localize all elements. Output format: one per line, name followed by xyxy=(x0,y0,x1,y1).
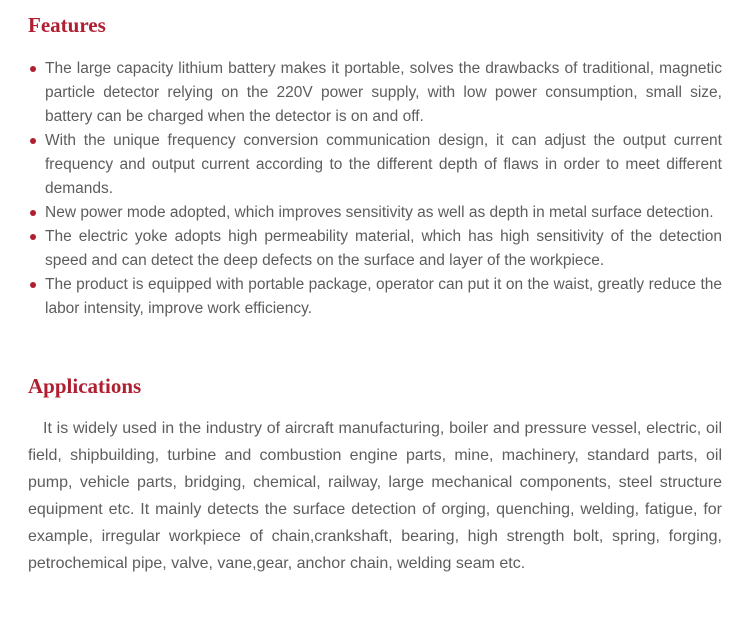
applications-paragraph: It is widely used in the industry of aircraft manufacturing, boiler and pressure vessel, electric, oil field, shipbuilding, turbine and combustion engine parts, mine, machinery, standard parts, oil pump, vehicle parts, bridging, chemical, railway, large mechanical components, steel structure equipment etc. It mainly detects the surface detection of orging, quenching, welding, fatigue, for example, irregular workpiece of chain,crankshaft, bearing, high strength bolt, spring, forging, petrochemical pipe, valve, vane,gear, anchor chain, welding seam etc. xyxy=(28,420,722,572)
feature-item xyxy=(28,225,722,273)
applications-heading: Applications xyxy=(28,374,142,398)
bullet-dot-icon xyxy=(30,282,36,288)
feature-item-text: The product is equipped with portable package, operator can put it on the waist, greatly reduce the labor intensity, improve work efficiency. xyxy=(45,276,722,317)
bullet-dot-icon xyxy=(30,138,36,144)
feature-item-text: The large capacity lithium battery makes it portable, solves the drawbacks of traditional, magnetic particle detector relying on the 220V power supply, with low power consumption, small size, battery can be charged when the detector is on and off. xyxy=(45,60,722,125)
applications-section xyxy=(28,373,722,577)
bullet-dot-icon xyxy=(30,210,36,216)
feature-item xyxy=(28,273,722,321)
feature-item-text: New power mode adopted, which improves sensitivity as well as depth in metal surface detection. xyxy=(45,204,714,221)
bullet-dot-icon xyxy=(30,234,36,240)
feature-item-text: With the unique frequency conversion communication design, it can adjust the output current frequency and output current according to the different depth of flaws in order to meet different demands. xyxy=(45,132,722,197)
features-section xyxy=(28,12,722,321)
feature-item xyxy=(28,57,722,129)
feature-item-text: The electric yoke adopts high permeability material, which has high sensitivity of the detection speed and can detect the deep defects on the surface and layer of the workpiece. xyxy=(45,228,722,269)
feature-item xyxy=(28,201,722,225)
bullet-dot-icon xyxy=(30,66,36,72)
feature-item xyxy=(28,129,722,201)
features-heading: Features xyxy=(28,13,106,37)
features-list xyxy=(28,57,722,321)
